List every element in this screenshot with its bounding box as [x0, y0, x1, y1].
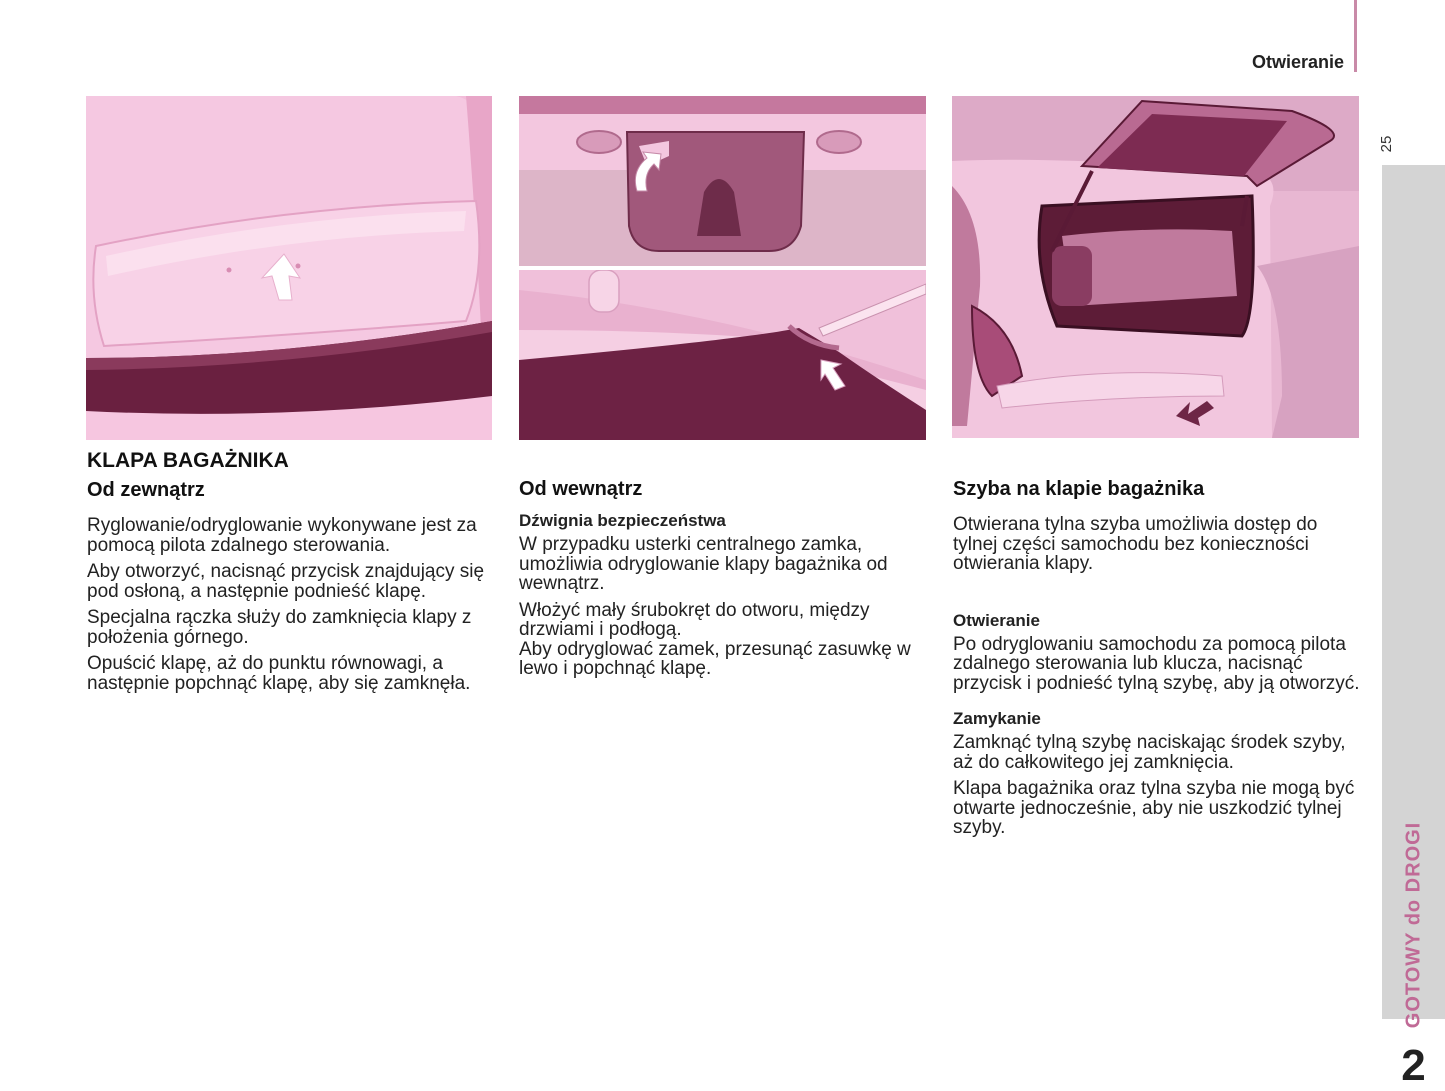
outside-paragraph-4: Opuścić klapę, aż do punktu równowagi, a następnie popchnąć klapę, aby się zamknęła.	[87, 653, 471, 694]
tailgate-heading: KLAPA BAGAŻNIKA	[87, 449, 289, 472]
outside-paragraph-2: Aby otworzyć, nacisnąć przycisk znajdujący się pod osłoną, a następnie podnieść klapę.	[87, 561, 485, 602]
tailgate-handle-illustration	[86, 96, 492, 440]
warning-text: Klapa bagażnika oraz tylna szyba nie mogą być otwarte jednocześnie, aby nie uszkodzić tylnej szyby.	[953, 778, 1355, 838]
rear-window-section	[953, 478, 1361, 845]
page-number: 25	[1378, 135, 1395, 153]
opening-text: Po odryglowaniu samochodu za pomocą pilota zdalnego sterowania lub klucza, nacisnąć przycisk i podnieść tylną szybę, aby ją otworzyć.	[953, 633, 1360, 694]
inside-paragraph-2: Włożyć mały śrubokręt do otworu, między drzwiami i podłogą.	[519, 599, 870, 640]
rear-window-intro: Otwierana tylna szyba umożliwia dostęp do tylnej części samochodu bez konieczności otwierania klapy.	[953, 514, 1318, 574]
opening-heading: Otwieranie	[953, 610, 1040, 630]
closing-text: Zamknąć tylną szybę naciskając środek szyby, aż do całkowitego jej zamknięcia.	[953, 732, 1346, 773]
inside-subheading: Od wewnątrz	[519, 478, 643, 500]
chapter-title: GOTOWY do DROGI	[1402, 821, 1424, 1029]
safety-lever-heading: Dźwignia bezpieczeństwa	[519, 511, 726, 530]
outside-subheading: Od zewnątrz	[87, 479, 205, 501]
header-divider	[1354, 0, 1357, 72]
section-title: Otwieranie	[1251, 52, 1344, 72]
inside-paragraph-1: W przypadku usterki centralnego zamka, umożliwia odryglowanie klapy bagażnika od wewnątrz.	[519, 534, 888, 594]
outside-section	[87, 449, 497, 700]
screwdriver-illustration	[519, 270, 926, 440]
outside-paragraph-3: Specjalna rączka służy do zamknięcia klapy z położenia górnego.	[87, 607, 472, 648]
chapter-tab	[1382, 165, 1445, 1090]
inside-lock-illustration	[519, 96, 926, 266]
outside-paragraph-1: Ryglowanie/odryglowanie wykonywane jest za pomocą pilota zdalnego sterowania.	[87, 515, 477, 556]
chapter-number: 2	[1401, 1041, 1426, 1090]
closing-heading: Zamykanie	[953, 709, 1041, 728]
inside-paragraph-3: Aby odryglować zamek, przesunąć zasuwkę w lewo i popchnąć klapę.	[519, 638, 911, 679]
rear-window-illustration	[952, 96, 1359, 438]
inside-section	[519, 478, 929, 686]
rear-window-subheading: Szyba na klapie bagażnika	[953, 478, 1205, 500]
